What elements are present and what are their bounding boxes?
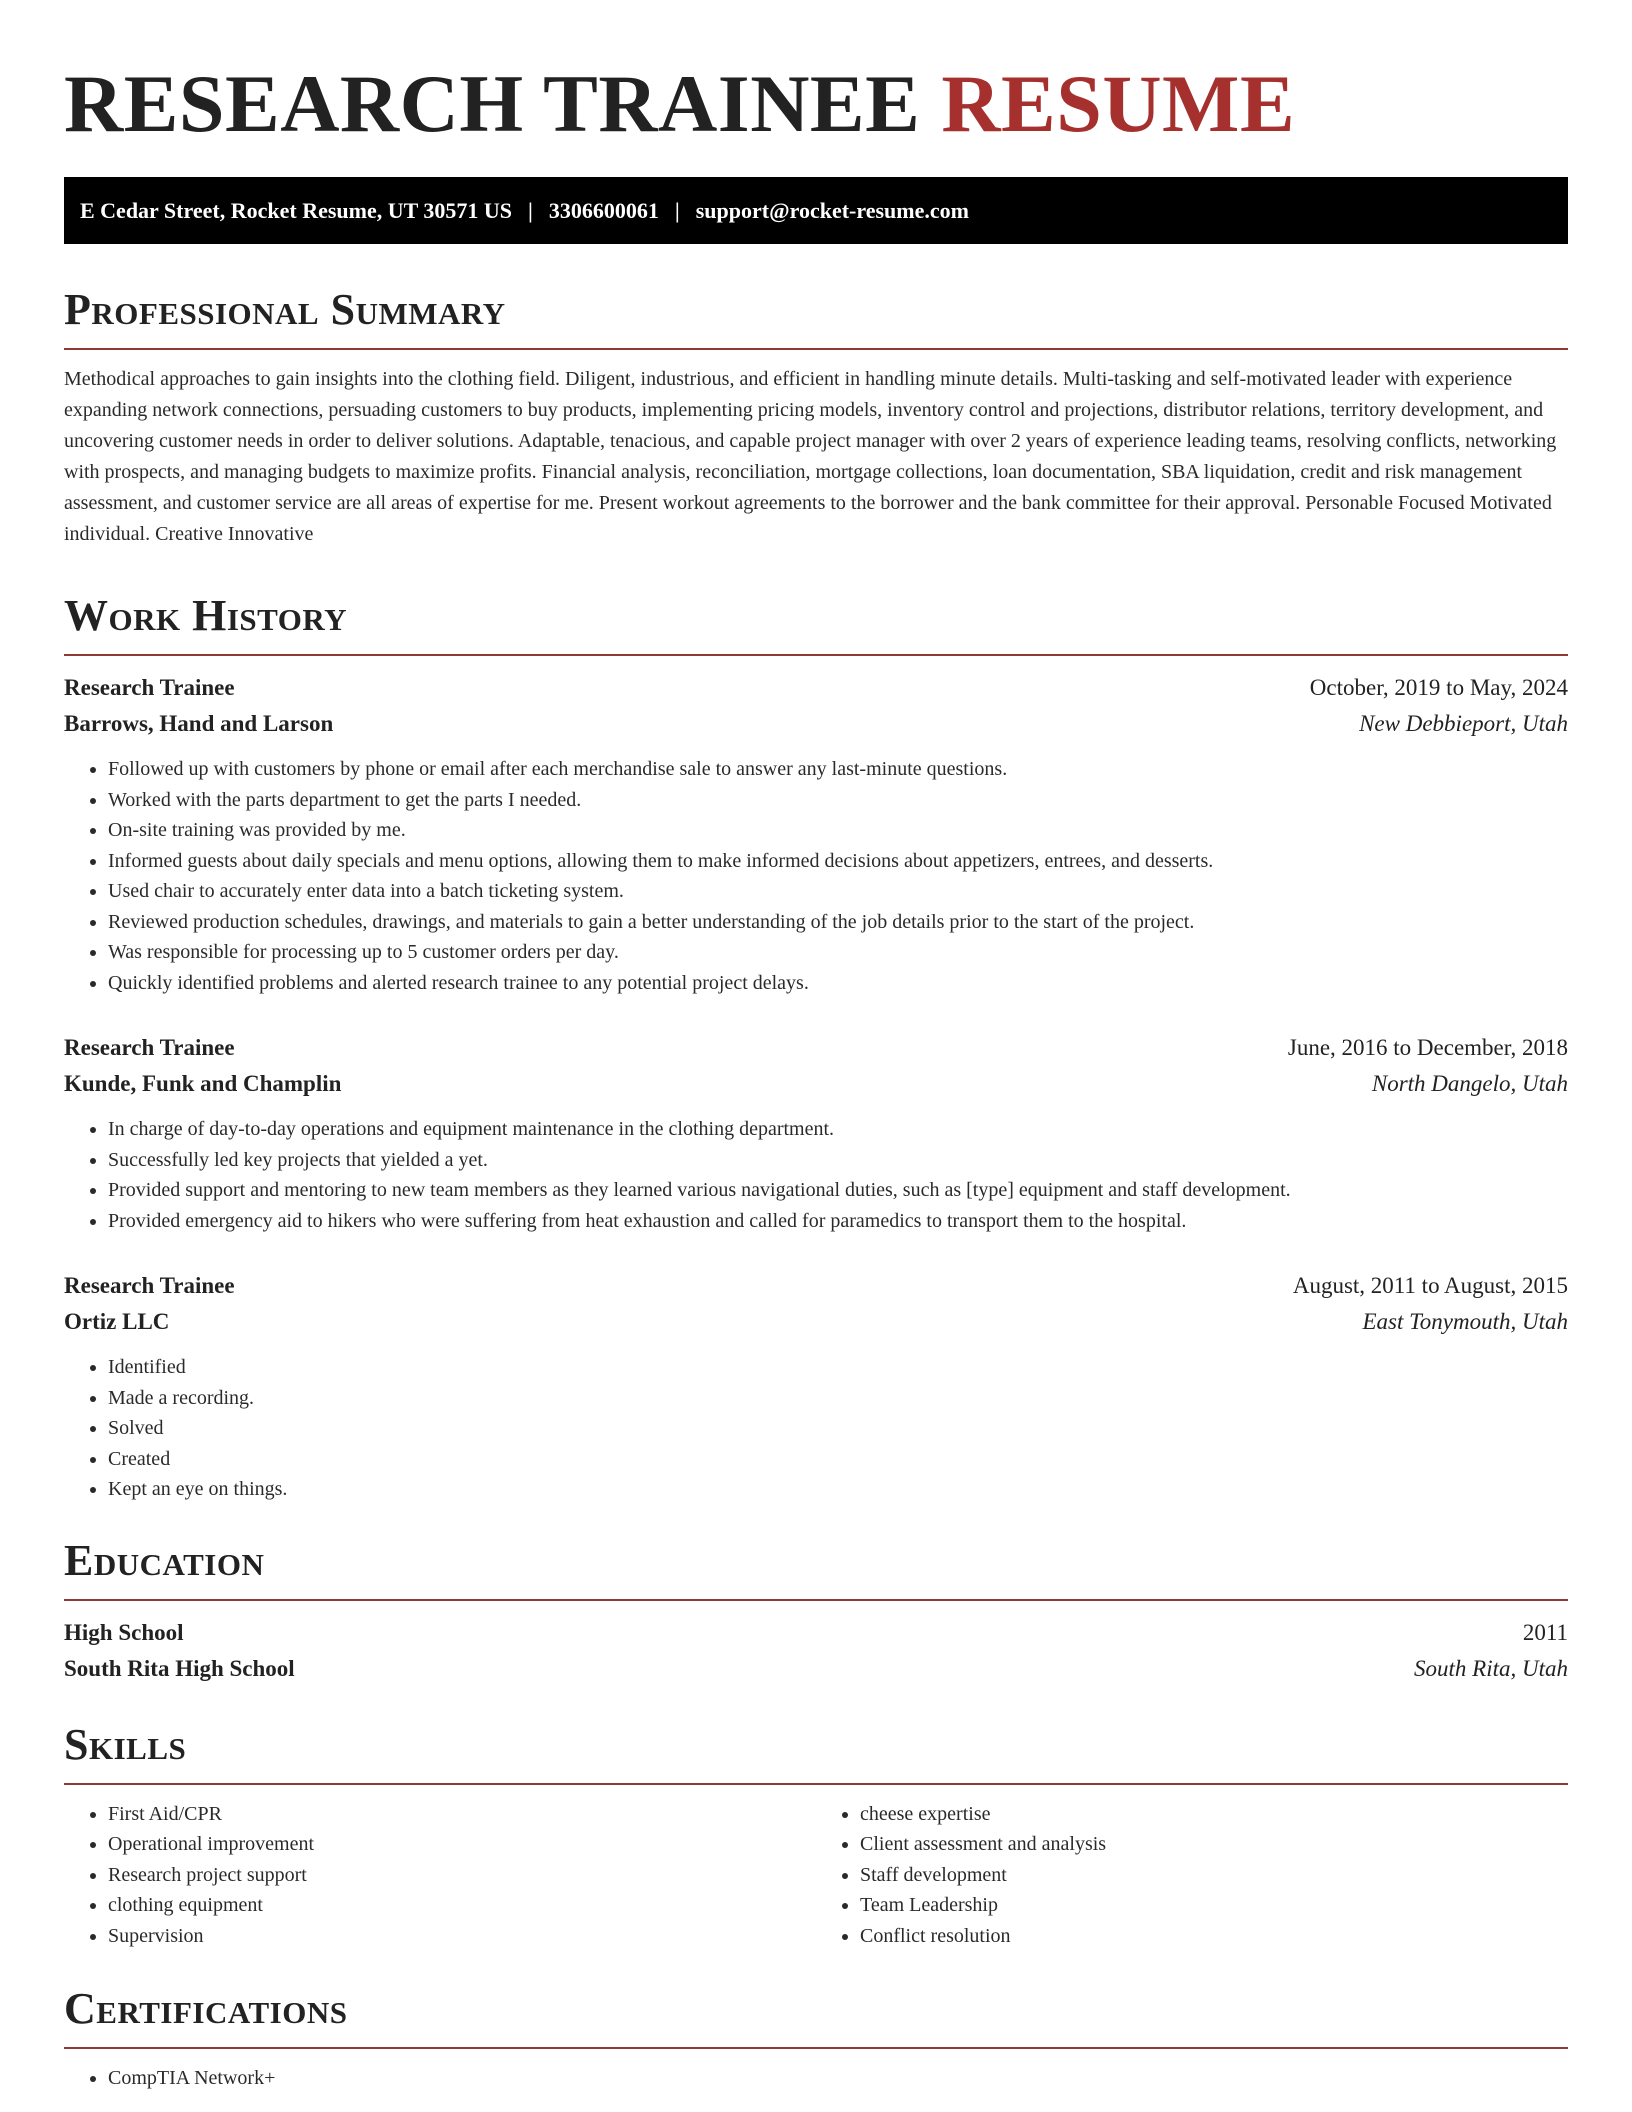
skill-item: • First Aid/CPR [108,1799,816,1830]
skills-list-right [816,1799,1568,1952]
skill-item: • Conflict resolution [860,1921,1568,1952]
job-duty: • Informed guests about daily specials and menu options, allowing them to make informed decisions about appetizers, entrees, and desserts. [108,846,1568,877]
job-duty: • Was responsible for processing up to 5 customer orders per day. [108,937,1568,968]
job-duty: • In charge of day-to-day operations and equipment maintenance in the clothing department. [108,1114,1568,1145]
education-school: South Rita High School [64,1655,295,1681]
contact-address: E Cedar Street, Rocket Resume, UT 30571 US [80,197,513,223]
education-section [64,1535,1568,1687]
contact-bar [64,177,1568,244]
job-duty: • Created [108,1444,1568,1475]
skill-item: • Client assessment and analysis [860,1829,1568,1860]
job-duties-list [64,754,1568,998]
job-duties-list [64,1114,1568,1236]
job-company: Ortiz LLC [64,1309,170,1334]
skill-item: • Staff development [860,1860,1568,1891]
contact-email[interactable]: support@rocket-resume.com [695,197,969,223]
certification-item: • CompTIA Network+ [108,2063,1568,2094]
summary-text: Methodical approaches to gain insights into the clothing field. Diligent, industrious, and efficient in handling minute details. Multi-tasking and self-motivated leader with experience expanding network connections, persuading customers to buy products, implementing pricing models, inventory control and projections, distributor relations, territory development, and uncovering customer needs in order to deliver solutions. Adaptable, tenacious, and capable project manager with over 2 years of experience leading teams, resolving conflicts, networking with prospects, and managing budgets to maximize profits. Financial analysis, reconciliation, mortgage collections, loan documentation, SBA liquidation, credit and risk management assessment, and customer service are all areas of expertise for me. Present workout agreements to the borrower and the bank committee for their approval. Personable Focused Motivated individual. Creative Innovative [64,368,1557,545]
job-duties-list [64,1352,1568,1505]
contact-phone: 3306600061 [548,197,659,223]
section-divider [64,348,1568,350]
job-duty: • Identified [108,1352,1568,1383]
job-duty: • Successfully led key projects that yielded a yet. [108,1145,1568,1176]
job-duty: • Worked with the parts department to get the parts I needed. [108,785,1568,816]
job-title: Research Trainee [64,675,235,700]
section-divider [64,1599,1568,1601]
skills-section [64,1719,1568,1952]
summary-section [64,284,1568,550]
job-duty: • Used chair to accurately enter data into a batch ticketing system. [108,876,1568,907]
job-duty: • On-site training was provided by me. [108,815,1568,846]
skills-grid [64,1799,1568,1952]
skills-heading: Skills [64,1719,187,1769]
job-location: New Debbieport, Utah [1359,711,1568,736]
section-divider [64,1783,1568,1785]
contact-separator: | [528,197,533,223]
job-title: Research Trainee [64,1273,235,1298]
skill-item: • Operational improvement [108,1829,816,1860]
summary-heading: Professional Summary [64,285,506,334]
job-location: North Dangelo, Utah [1371,1071,1568,1096]
certifications-heading: Certifications [64,1984,348,2033]
education-heading: Education [64,1535,265,1585]
certifications-list [64,2063,1568,2094]
job-dates: October, 2019 to May, 2024 [1309,675,1568,700]
job-company: Barrows, Hand and Larson [64,711,334,736]
job-duty: • Quickly identified problems and alerted research trainee to any potential project delays. [108,968,1568,999]
certifications-section [64,1983,1568,2094]
education-location: South Rita, Utah [1414,1655,1568,1681]
work-history-section [64,590,1568,1505]
skill-item: • Team Leadership [860,1890,1568,1921]
education-year: 2011 [1522,1619,1568,1645]
job-dates: June, 2016 to December, 2018 [1287,1035,1568,1060]
skill-item: • clothing equipment [108,1890,816,1921]
job-duty: • Made a recording. [108,1383,1568,1414]
job-dates: August, 2011 to August, 2015 [1292,1273,1568,1298]
job-location: East Tonymouth, Utah [1362,1309,1568,1334]
job-duty: • Reviewed production schedules, drawings, and materials to gain a better understanding of the job details prior to the start of the project. [108,907,1568,938]
work-history-heading: Work History [64,591,348,640]
title-main: RESEARCH TRAINEE [64,58,921,149]
job-duty: • Solved [108,1413,1568,1444]
skill-item: • Research project support [108,1860,816,1891]
job-duty: • Provided emergency aid to hikers who were suffering from heat exhaustion and called for paramedics to transport them to the hospital. [108,1206,1568,1237]
job-title: Research Trainee [64,1035,235,1060]
section-divider [64,2047,1568,2049]
job-duty: • Followed up with customers by phone or email after each merchandise sale to answer any last-minute questions. [108,754,1568,785]
section-divider [64,654,1568,656]
resume-title [64,56,1568,152]
job-entry [64,670,1568,998]
job-company: Kunde, Funk and Champlin [64,1071,342,1096]
contact-separator: | [674,197,680,223]
job-duty: • Provided support and mentoring to new team members as they learned various navigational duties, such as [type] equipment and staff development. [108,1175,1568,1206]
skill-item: • cheese expertise [860,1799,1568,1830]
job-entry [64,1030,1568,1236]
job-entry [64,1268,1568,1505]
title-accent: RESUME [941,58,1296,149]
job-duty: • Kept an eye on things. [108,1474,1568,1505]
skills-list-left [64,1799,816,1952]
education-degree: High School [64,1619,184,1645]
skill-item: • Supervision [108,1921,816,1952]
